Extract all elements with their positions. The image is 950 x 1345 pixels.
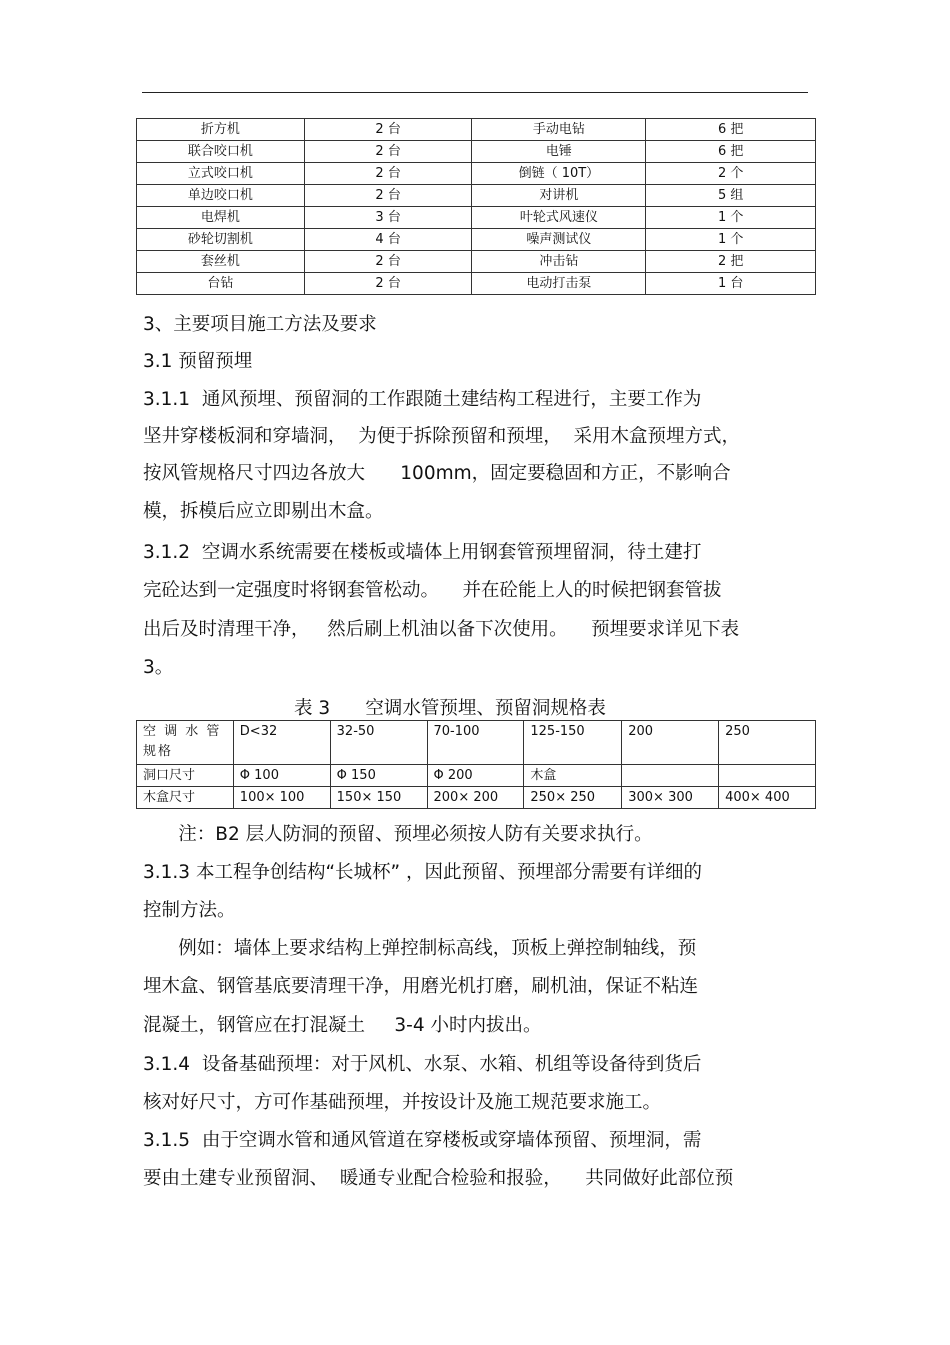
table-caption: 表 3 空调水管预埋、预留洞规格表 <box>294 698 606 719</box>
section-heading-3: 3、主要项目施工方法及要求 <box>143 314 377 335</box>
table-cell: 单边咬口机 <box>137 185 305 207</box>
table-cell: 5 组 <box>646 185 816 207</box>
table-row <box>137 185 816 207</box>
table-cell: 2 把 <box>646 251 816 273</box>
paragraph-line: 3。 <box>143 657 174 678</box>
table-cell: 电锤 <box>472 141 646 163</box>
table-cell: 125-150 <box>524 721 622 765</box>
table-cell: 洞口尺寸 <box>137 765 234 787</box>
table-cell: 折方机 <box>137 119 305 141</box>
header-rule <box>142 92 808 93</box>
table-cell: 2 个 <box>646 163 816 185</box>
table-cell: Φ 100 <box>233 765 330 787</box>
table-cell: 手动电钻 <box>472 119 646 141</box>
table-cell: 1 个 <box>646 207 816 229</box>
table-cell: 2 台 <box>304 185 472 207</box>
subsection-heading-3-1: 3.1 预留预埋 <box>143 351 253 372</box>
table-cell: 叶轮式风速仪 <box>472 207 646 229</box>
table-cell: 2 台 <box>304 119 472 141</box>
table-cell: 1 个 <box>646 229 816 251</box>
spec-table <box>136 720 816 809</box>
table-row <box>137 251 816 273</box>
table-cell: 倒链（ 10T） <box>472 163 646 185</box>
note-line: 注：B2 层人防洞的预留、预埋必须按人防有关要求执行。 <box>143 824 653 845</box>
table-cell: 4 台 <box>304 229 472 251</box>
table-row <box>137 163 816 185</box>
table-cell: 200× 200 <box>427 787 524 809</box>
paragraph-line: 3.1.4 设备基础预埋：对于风机、水泵、水箱、机组等设备待到货后 <box>143 1054 702 1075</box>
table-cell: 空 调 水 管 规格 <box>137 721 234 765</box>
paragraph-line: 3.1.3 本工程争创结构“长城杯” ，因此预留、预埋部分需要有详细的 <box>143 862 703 883</box>
equipment-table <box>136 118 816 295</box>
table-row <box>137 229 816 251</box>
paragraph-line: 核对好尺寸，方可作基础预埋，并按设计及施工规范要求施工。 <box>143 1092 662 1113</box>
paragraph-line: 模，拆模后应立即剔出木盒。 <box>143 501 384 522</box>
table-cell: 250 <box>719 721 816 765</box>
table-cell: 噪声测试仪 <box>472 229 646 251</box>
table-cell: 木盒尺寸 <box>137 787 234 809</box>
table-cell <box>622 765 719 787</box>
table-cell: 2 台 <box>304 273 472 295</box>
table-cell: 砂轮切割机 <box>137 229 305 251</box>
table-cell: 6 把 <box>646 119 816 141</box>
table-cell: 100× 100 <box>233 787 330 809</box>
table-cell <box>719 765 816 787</box>
paragraph-line: 控制方法。 <box>143 900 236 921</box>
table-cell: 400× 400 <box>719 787 816 809</box>
table-row <box>137 207 816 229</box>
spec-box-row <box>137 787 816 809</box>
table-cell: 300× 300 <box>622 787 719 809</box>
spec-hole-row <box>137 765 816 787</box>
table-cell: 200 <box>622 721 719 765</box>
table-row <box>137 273 816 295</box>
table-row <box>137 141 816 163</box>
table-cell: 2 台 <box>304 251 472 273</box>
paragraph-line: 例如：墙体上要求结构上弹控制标高线，顶板上弹控制轴线，预 <box>143 938 697 959</box>
paragraph-line: 3.1.1 通风预埋、预留洞的工作跟随土建结构工程进行，主要工作为 <box>143 389 702 410</box>
table-cell: 70-100 <box>427 721 524 765</box>
paragraph-line: 3.1.5 由于空调水管和通风管道在穿楼板或穿墙体预留、预埋洞，需 <box>143 1130 702 1151</box>
table-cell: 木盒 <box>524 765 622 787</box>
table-cell: 立式咬口机 <box>137 163 305 185</box>
paragraph-line: 按风管规格尺寸四边各放大 100mm，固定要稳固和方正，不影响合 <box>143 463 731 484</box>
paragraph-line: 完砼达到一定强度时将钢套管松动。 并在砼能上人的时候把钢套管拔 <box>143 580 722 601</box>
table-cell: 150× 150 <box>330 787 427 809</box>
table-row <box>137 119 816 141</box>
table-cell: 32-50 <box>330 721 427 765</box>
table-cell: 电动打击泵 <box>472 273 646 295</box>
table-cell: 250× 250 <box>524 787 622 809</box>
table-cell: 对讲机 <box>472 185 646 207</box>
paragraph-line: 坚井穿楼板洞和穿墙洞， 为便于拆除预留和预埋， 采用木盒预埋方式， <box>143 426 741 447</box>
paragraph-line: 出后及时清理干净， 然后刷上机油以备下次使用。 预埋要求详见下表 <box>143 619 740 640</box>
paragraph-line: 要由土建专业预留洞、 暖通专业配合检验和报验， 共同做好此部位预 <box>143 1168 734 1189</box>
table-cell: D<32 <box>233 721 330 765</box>
table-cell: Φ 200 <box>427 765 524 787</box>
table-cell: Φ 150 <box>330 765 427 787</box>
table-cell: 2 台 <box>304 141 472 163</box>
paragraph-line: 3.1.2 空调水系统需要在楼板或墙体上用钢套管预埋留洞，待土建打 <box>143 542 702 563</box>
paragraph-line: 混凝土，钢管应在打混凝土 3-4 小时内拔出。 <box>143 1015 542 1036</box>
table-cell: 冲击钻 <box>472 251 646 273</box>
table-cell: 电焊机 <box>137 207 305 229</box>
table-cell: 2 台 <box>304 163 472 185</box>
table-cell: 3 台 <box>304 207 472 229</box>
table-cell: 联合咬口机 <box>137 141 305 163</box>
paragraph-line: 埋木盒、钢管基底要清理干净，用磨光机打磨，刷机油，保证不粘连 <box>143 976 699 997</box>
spec-header-row <box>137 721 816 765</box>
table-cell: 台钻 <box>137 273 305 295</box>
table-cell: 6 把 <box>646 141 816 163</box>
table-cell: 套丝机 <box>137 251 305 273</box>
table-cell: 1 台 <box>646 273 816 295</box>
